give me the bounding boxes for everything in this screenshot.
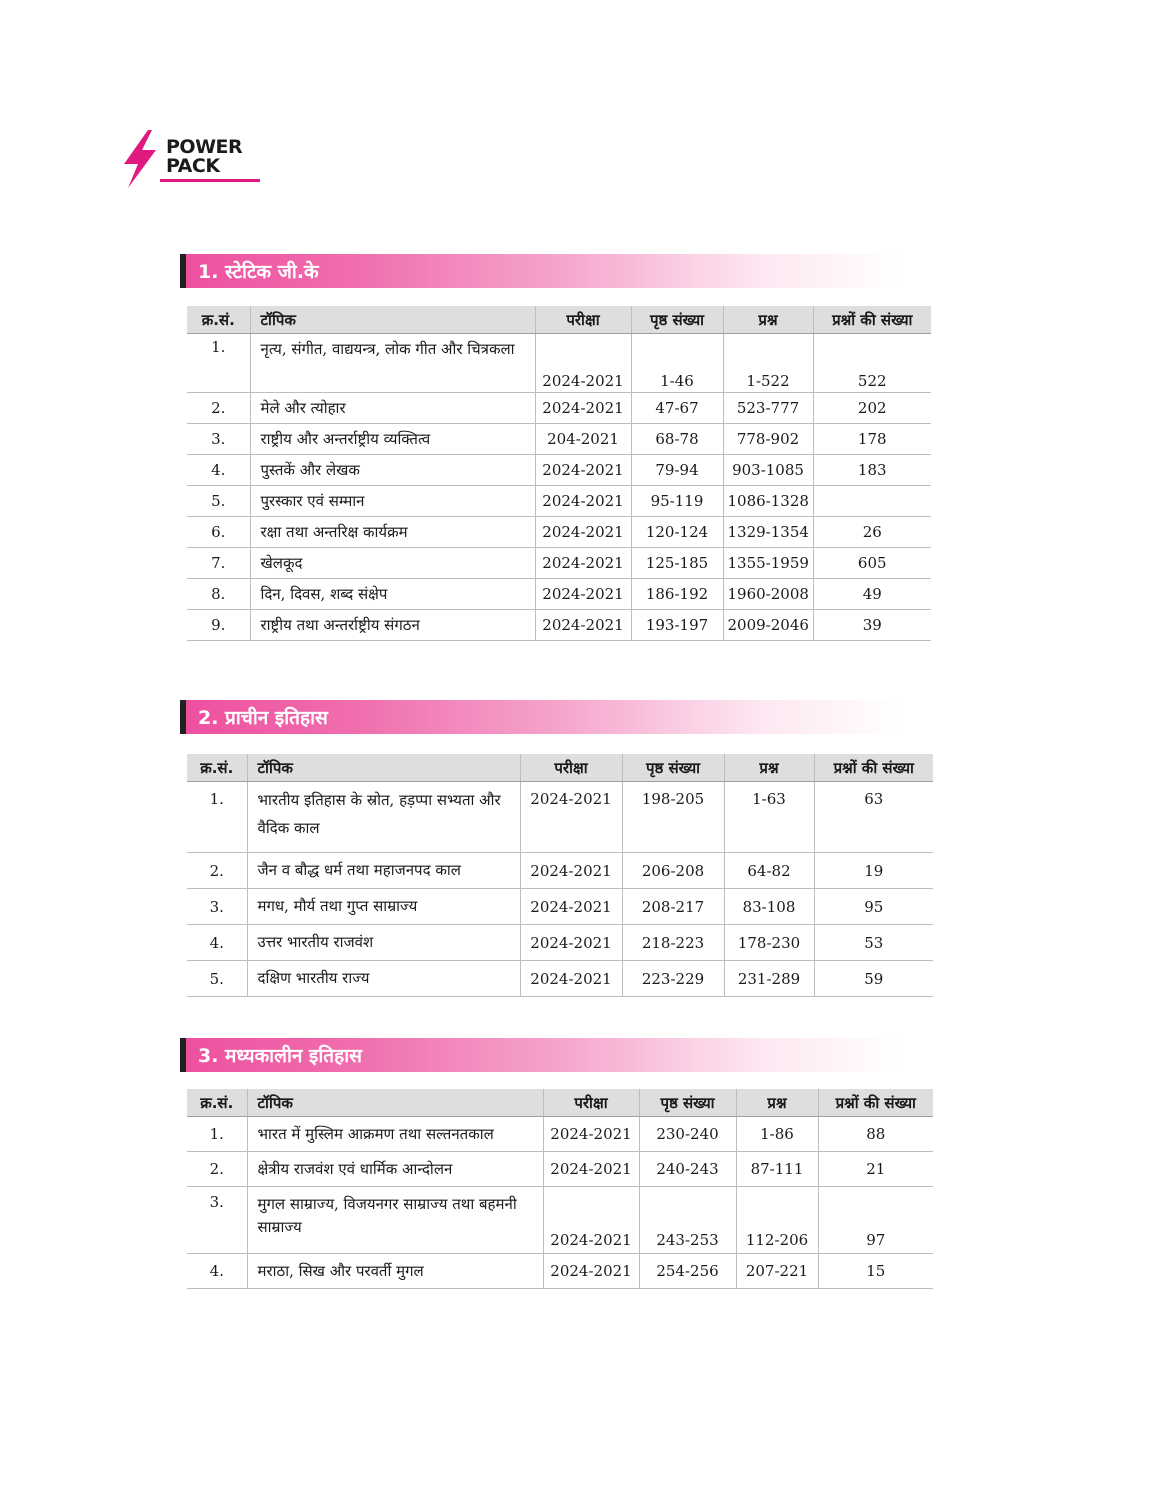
row-sn: 6. (187, 517, 250, 548)
row-exam: 2024-2021 (520, 925, 622, 961)
header-sn: क्र.सं. (187, 306, 250, 334)
header-exam: परीक्षा (535, 306, 631, 334)
table-row (187, 610, 931, 641)
row-sn: 3. (187, 889, 247, 925)
row-pages: 125-185 (631, 548, 723, 579)
logo-word-pack: PACK (166, 155, 220, 177)
logo-word-power: POWER (166, 136, 243, 158)
row-questions: 112-206 (736, 1187, 818, 1254)
row-topic: दिन, दिवस, शब्द संक्षेप (250, 579, 535, 610)
row-count: 59 (814, 961, 933, 997)
table-row (187, 853, 933, 889)
row-pages: 223-229 (622, 961, 724, 997)
row-questions: 1-522 (723, 334, 813, 393)
header-topic: टॉपिक (250, 306, 535, 334)
row-questions: 64-82 (724, 853, 814, 889)
table-row (187, 548, 931, 579)
row-topic: राष्ट्रीय और अन्तर्राष्ट्रीय व्यक्तित्व (250, 424, 535, 455)
row-pages: 1-46 (631, 334, 723, 393)
row-topic: उत्तर भारतीय राजवंश (247, 925, 520, 961)
header-exam: परीक्षा (543, 1089, 639, 1117)
row-questions: 87-111 (736, 1152, 818, 1187)
table-header-row (187, 754, 933, 782)
row-exam: 2024-2021 (535, 548, 631, 579)
row-exam: 2024-2021 (520, 853, 622, 889)
row-pages: 68-78 (631, 424, 723, 455)
row-questions: 1086-1328 (723, 486, 813, 517)
row-exam: 2024-2021 (520, 782, 622, 853)
row-sn: 2. (187, 393, 250, 424)
row-topic: खेलकूद (250, 548, 535, 579)
row-topic: जैन व बौद्ध धर्म तथा महाजनपद काल (247, 853, 520, 889)
table-header-row (187, 306, 931, 334)
row-topic: मगध, मौर्य तथा गुप्त साम्राज्य (247, 889, 520, 925)
row-count: 19 (814, 853, 933, 889)
row-exam: 2024-2021 (535, 486, 631, 517)
row-topic: क्षेत्रीय राजवंश एवं धार्मिक आन्दोलन (247, 1152, 543, 1187)
row-exam: 2024-2021 (535, 579, 631, 610)
heading-bar (180, 254, 186, 288)
header-sn: क्र.सं. (187, 1089, 247, 1117)
row-topic: पुरस्कार एवं सम्मान (250, 486, 535, 517)
header-pages: पृष्ठ संख्या (631, 306, 723, 334)
row-exam: 204-2021 (535, 424, 631, 455)
row-sn: 3. (187, 1187, 247, 1254)
table-row (187, 424, 931, 455)
row-pages: 186-192 (631, 579, 723, 610)
table-row (187, 393, 931, 424)
row-sn: 1. (187, 782, 247, 853)
row-count: 178 (813, 424, 931, 455)
static-gk-table (187, 306, 931, 641)
table-row (187, 455, 931, 486)
row-questions: 178-230 (724, 925, 814, 961)
table-header-row (187, 1089, 933, 1117)
row-topic: दक्षिण भारतीय राज्य (247, 961, 520, 997)
table-row (187, 925, 933, 961)
row-exam: 2024-2021 (520, 961, 622, 997)
row-count: 15 (818, 1254, 933, 1289)
table-row (187, 782, 933, 853)
row-sn: 4. (187, 925, 247, 961)
row-sn: 5. (187, 486, 250, 517)
table-row (187, 1254, 933, 1289)
table-row (187, 889, 933, 925)
row-count: 53 (814, 925, 933, 961)
row-questions: 1329-1354 (723, 517, 813, 548)
section-title: 1. स्टेटिक जी.के (198, 261, 319, 283)
header-pages: पृष्ठ संख्या (622, 754, 724, 782)
header-exam: परीक्षा (520, 754, 622, 782)
header-sn: क्र.सं. (187, 754, 247, 782)
medieval-history-table (187, 1089, 933, 1289)
row-sn: 8. (187, 579, 250, 610)
heading-bar (180, 1038, 186, 1072)
row-exam: 2024-2021 (543, 1117, 639, 1152)
row-topic: मेले और त्योहार (250, 393, 535, 424)
logo-underline (160, 179, 260, 182)
row-sn: 7. (187, 548, 250, 579)
row-count: 605 (813, 548, 931, 579)
header-pages: पृष्ठ संख्या (639, 1089, 736, 1117)
section-title: 3. मध्यकालीन इतिहास (198, 1045, 362, 1067)
row-pages: 243-253 (639, 1187, 736, 1254)
row-count: 49 (813, 579, 931, 610)
header-count: प्रश्नों की संख्या (813, 306, 931, 334)
row-pages: 79-94 (631, 455, 723, 486)
row-pages: 240-243 (639, 1152, 736, 1187)
header-topic: टॉपिक (247, 1089, 543, 1117)
row-exam: 2024-2021 (535, 393, 631, 424)
row-questions: 1355-1959 (723, 548, 813, 579)
header-topic: टॉपिक (247, 754, 520, 782)
section-heading-medieval-history (180, 1038, 900, 1072)
row-topic: नृत्य, संगीत, वाद्ययन्त्र, लोक गीत और चित्रकला (250, 334, 535, 393)
power-pack-logo (120, 130, 265, 190)
row-count: 21 (818, 1152, 933, 1187)
row-topic: मराठा, सिख और परवर्ती मुगल (247, 1254, 543, 1289)
header-questions: प्रश्न (724, 754, 814, 782)
row-count: 39 (813, 610, 931, 641)
table-row (187, 1117, 933, 1152)
row-pages: 47-67 (631, 393, 723, 424)
row-questions: 231-289 (724, 961, 814, 997)
table-row (187, 1187, 933, 1254)
row-exam: 2024-2021 (535, 610, 631, 641)
row-count: 522 (813, 334, 931, 393)
row-questions: 2009-2046 (723, 610, 813, 641)
section-heading-ancient-history (180, 700, 900, 734)
lightning-bolt-icon (120, 130, 160, 190)
row-exam: 2024-2021 (543, 1152, 639, 1187)
table-row (187, 1152, 933, 1187)
row-sn: 2. (187, 853, 247, 889)
row-questions: 1-63 (724, 782, 814, 853)
row-pages: 208-217 (622, 889, 724, 925)
row-exam: 2024-2021 (543, 1187, 639, 1254)
row-count: 202 (813, 393, 931, 424)
section-heading-static-gk (180, 254, 900, 288)
row-pages: 254-256 (639, 1254, 736, 1289)
row-topic: भारतीय इतिहास के स्रोत, हड़प्पा सभ्यता और वैदिक काल (247, 782, 520, 853)
row-questions: 523-777 (723, 393, 813, 424)
row-pages: 206-208 (622, 853, 724, 889)
row-sn: 9. (187, 610, 250, 641)
ancient-history-table (187, 754, 933, 997)
row-pages: 193-197 (631, 610, 723, 641)
row-questions: 207-221 (736, 1254, 818, 1289)
row-pages: 218-223 (622, 925, 724, 961)
table-row (187, 486, 931, 517)
row-pages: 120-124 (631, 517, 723, 548)
row-count: 63 (814, 782, 933, 853)
row-sn: 2. (187, 1152, 247, 1187)
row-exam: 2024-2021 (520, 889, 622, 925)
row-pages: 198-205 (622, 782, 724, 853)
row-sn: 1. (187, 1117, 247, 1152)
row-questions: 1-86 (736, 1117, 818, 1152)
table-row (187, 579, 931, 610)
row-count: 95 (814, 889, 933, 925)
row-count: 97 (818, 1187, 933, 1254)
row-topic: पुस्तकें और लेखक (250, 455, 535, 486)
table-row (187, 517, 931, 548)
row-topic: रक्षा तथा अन्तरिक्ष कार्यक्रम (250, 517, 535, 548)
row-exam: 2024-2021 (535, 334, 631, 393)
header-questions: प्रश्न (736, 1089, 818, 1117)
row-exam: 2024-2021 (535, 517, 631, 548)
row-pages: 95-119 (631, 486, 723, 517)
row-topic: राष्ट्रीय तथा अन्तर्राष्ट्रीय संगठन (250, 610, 535, 641)
header-count: प्रश्नों की संख्या (814, 754, 933, 782)
row-sn: 4. (187, 1254, 247, 1289)
row-sn: 1. (187, 334, 250, 393)
header-count: प्रश्नों की संख्या (818, 1089, 933, 1117)
row-sn: 4. (187, 455, 250, 486)
row-sn: 5. (187, 961, 247, 997)
row-questions: 903-1085 (723, 455, 813, 486)
table-row (187, 334, 931, 393)
row-count: 88 (818, 1117, 933, 1152)
table-row (187, 961, 933, 997)
row-questions: 778-902 (723, 424, 813, 455)
row-questions: 83-108 (724, 889, 814, 925)
row-sn: 3. (187, 424, 250, 455)
row-questions: 1960-2008 (723, 579, 813, 610)
heading-bar (180, 700, 186, 734)
row-exam: 2024-2021 (535, 455, 631, 486)
section-title: 2. प्राचीन इतिहास (198, 707, 328, 729)
header-questions: प्रश्न (723, 306, 813, 334)
row-topic: मुगल साम्राज्य, विजयनगर साम्राज्य तथा बहमनी साम्राज्य (247, 1187, 543, 1254)
row-topic: भारत में मुस्लिम आक्रमण तथा सल्तनतकाल (247, 1117, 543, 1152)
row-exam: 2024-2021 (543, 1254, 639, 1289)
row-pages: 230-240 (639, 1117, 736, 1152)
row-count: 183 (813, 455, 931, 486)
row-count (813, 486, 931, 517)
row-count: 26 (813, 517, 931, 548)
